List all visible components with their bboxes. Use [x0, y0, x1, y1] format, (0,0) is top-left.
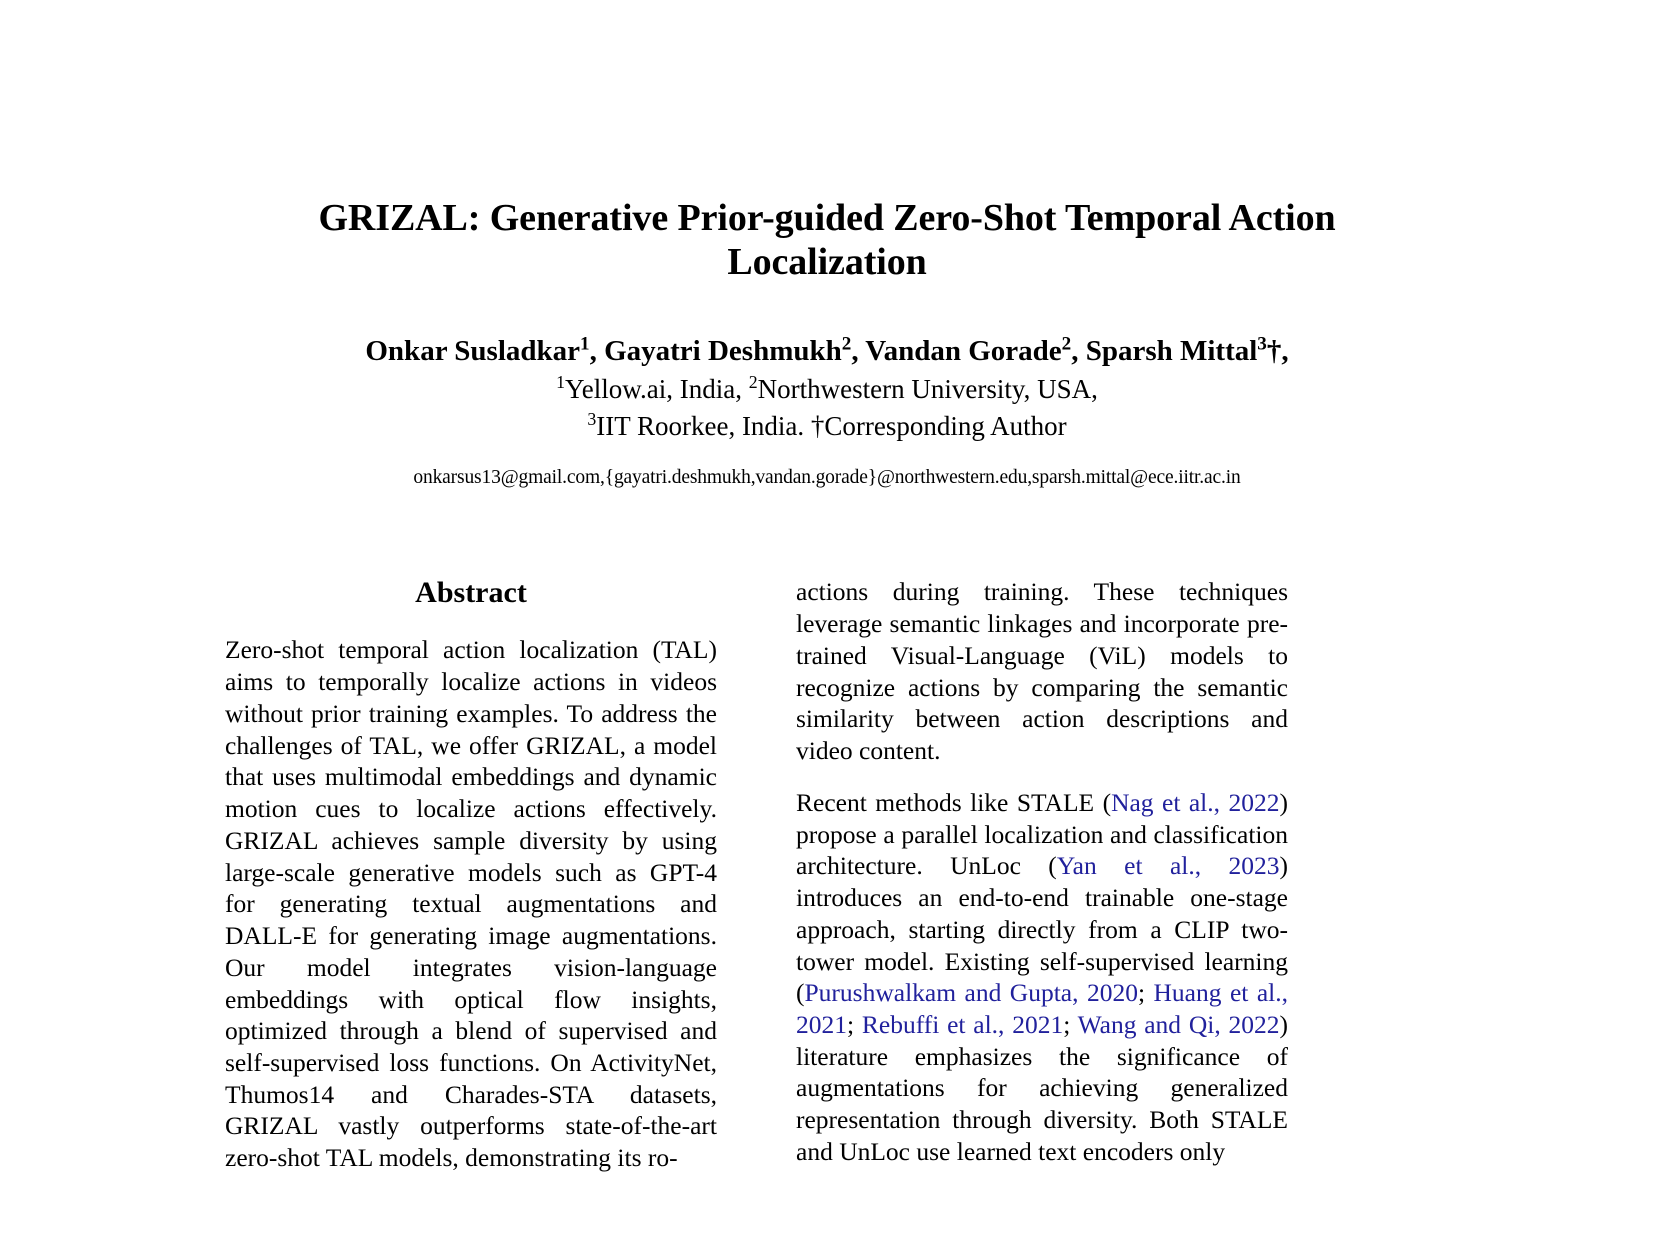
citation-link[interactable]: Wang and Qi, 2022 — [1077, 1009, 1280, 1039]
author-emails: onkarsus13@gmail.com,{gayatri.deshmukh,vandan.gorade}@northwestern.edu,sparsh.mittal@ece.iitr.ac.in — [413, 467, 1241, 489]
citation-link[interactable]: Yan et al., 2023 — [1056, 851, 1280, 881]
right-column — [796, 576, 1288, 1173]
citation-link[interactable]: Purushwalkam and Gupta, 2020 — [804, 978, 1138, 1008]
intro-paragraph-2: Recent methods like STALE (Nag et al., 2022) propose a parallel localization and classification architecture. UnLoc (Yan et al., 2023) introduces an end-to-end trainable one-stage approach, starting directly from a CLIP two-tower model. Existing self-supervised learning (Purushwalkam and Gupta, 2020; Huang et al., 2021; Rebuffi et al., 2021; Wang and Qi, 2022) literature emphasizes the significance of augmentations for achieving generalized representation through diversity. Both STALE and UnLoc use learned text encoders only — [796, 787, 1288, 1166]
intro-paragraph-1: actions during training. These techniques leverage semantic linkages and incorporate pre-trained Visual-Language (ViL) models to recognize actions by comparing the semantic similarity between action descriptions and video content. — [796, 577, 1288, 766]
citation-link[interactable]: Rebuffi et al., 2021 — [861, 1009, 1064, 1039]
page-title: GRIZAL: Generative Prior-guided Zero-Shot Temporal Action Localization — [318, 197, 1336, 284]
left-column — [225, 576, 717, 1173]
title-block — [225, 0, 1429, 285]
author-names: Onkar Susladkar$^1$, Gayatri Deshmukh$^2$, Vandan Gorade$^2$, Sparsh Mittal$^3$†, — [365, 333, 1289, 367]
citation-link[interactable]: Huang et al., 2021 — [796, 978, 1288, 1039]
abstract-text: Zero-shot temporal action localization (TAL) aims to temporally localize actions in videos without prior training examples. To address the challenges of TAL, we offer GRIZAL, a model that uses multimodal embeddings and dynamic motion cues to localize actions effectively. GRIZAL achieves sample diversity by using large-scale generative models such as GPT-4 for generating textual augmentations and DALL-E for generating image augmentations. Our model integrates vision-language embeddings with optical flow insights, optimized through a blend of supervised and self-supervised loss functions. On ActivityNet, Thumos14 and Charades-STA datasets, GRIZAL vastly outperforms state-of-the-art zero-shot TAL models, demonstrating its ro- — [225, 635, 717, 1173]
affiliation-line-2: $^3$IIT Roorkee, India. †Corresponding Author — [587, 408, 1067, 441]
page-content — [225, 0, 1429, 1174]
body-columns — [225, 576, 1429, 1173]
citation-link[interactable]: Nag et al., 2022 — [1111, 787, 1280, 817]
affiliation-line-1: $^1$Yellow.ai, India, $^2$Northwestern University, USA, — [556, 371, 1098, 404]
author-block — [225, 333, 1429, 491]
abstract-heading: Abstract — [415, 576, 527, 610]
